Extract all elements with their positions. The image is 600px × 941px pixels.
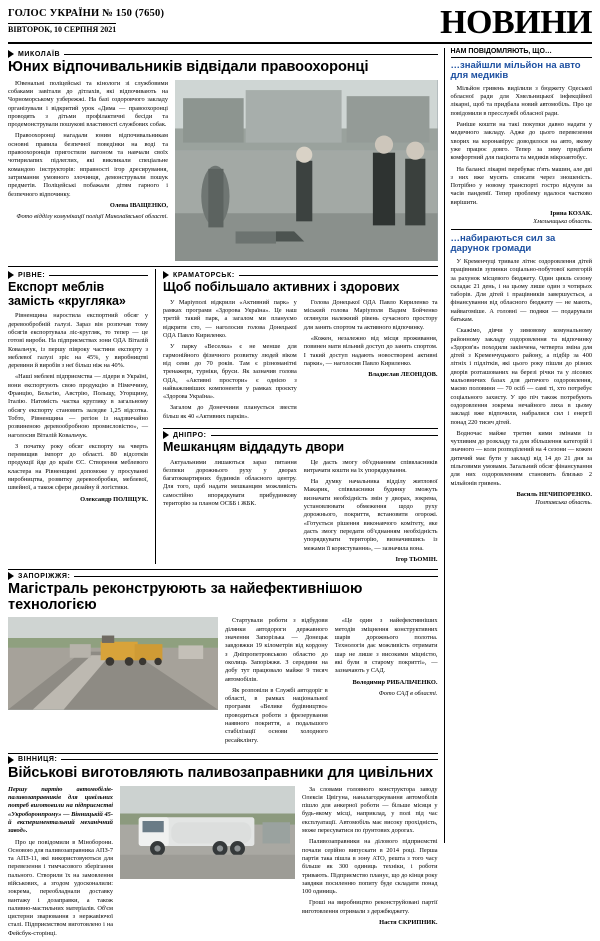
byline-credit: Фото відділу комунікації поліції Миколаївської області.	[16, 213, 168, 221]
headline-vinnytsia: Військові виготовляють паливозаправники для цивільних	[8, 764, 434, 781]
triangle-bullet-icon	[163, 271, 169, 279]
headline-zaporizhzhia: Магістраль реконструюють за найефективнішою технологією	[8, 581, 363, 613]
masthead-left	[8, 6, 164, 37]
lead-paragraph: Першу партію автомобілів-паливозаправників для цивільних потреб виготовили на підприємстві «Укроборонпрому» — Вінницькій 45-й експериментальний механічний завод».	[8, 785, 113, 835]
rubric-kramatorsk	[163, 271, 438, 279]
rubric-label: ВІННИЦЯ:	[18, 756, 58, 764]
byline-credit: Фото САД в області.	[378, 689, 438, 697]
byline-author: Василь НЕЧИПОРЕНКО.	[516, 490, 592, 498]
rubric-rivne	[8, 271, 148, 279]
rule-line	[61, 759, 437, 760]
rubric-mykolaiv	[8, 50, 438, 58]
triangle-bullet-icon	[163, 431, 169, 439]
headline-kramatorsk: Щоб побільшало активних і здорових	[163, 280, 400, 295]
masthead	[8, 6, 592, 44]
rule-line	[239, 275, 438, 276]
paragraph: Рівненщина наростила експортний обсяг у деревообробній галузі. Зараз він розпочав тому обсягів експортувала ліс-кругляк, то тепер — це готові вироби. На підприємствах зони ОДА Віталій Ковальчук, із першу півроку частини експорту з меблевої галузі зріс на 45%, у виробництві деревини й виробів з неї більш ніж на 40%.	[8, 312, 148, 370]
paragraph: Стартували роботи з відбудови ділянки автодороги державного значення Запорізька — Донецьк завдовжки 19 кілометрів від кордону з Дніпропетровською областю до околиць Запоріжжя. З середини на добу тут працювало майже 9 тисяч автомобілів.	[225, 617, 328, 683]
rail-item-title: …знайшли мільйон на авто для медиків	[450, 60, 581, 82]
headline-dnipro: Мешканцям віддадуть двори	[163, 440, 345, 455]
paragraph: Мільйон гривень виділили з бюджету Одеської обласної ради для Хмельницької інфекційної лікарні, щоб та придбала новий автомобіль. Про це повідомили в пресслужбі обласної ради.	[450, 84, 592, 117]
triangle-bullet-icon	[8, 50, 14, 58]
rail-item-title: …набираються сил за дарунок громади	[450, 233, 556, 255]
photo-fuel-truck	[120, 786, 295, 880]
paragraph: Гроші на виробництво реконструйовані партії виготовлення отримали з держбюджету.	[302, 899, 438, 915]
story-vinnytsia	[8, 756, 438, 941]
kramatorsk-col-2	[304, 299, 438, 424]
paragraph: «Наші меблеві підприємства — лідери в Україні, вони експортують свою продукцію в Німеччину, Францію, Бельгію, Австрію, Польщу, Угорщину, Італію. Натомість частка кругляку в загальному обсягу експорту становить заледве 1,25 відсотка. Тобто, Рівненщина — регіон із надзвичайно розвиненою деревообробною промисловістю», — наголосив Віталій Ковальчук.	[8, 373, 148, 439]
paragraph: «Кожен, незалежно від місця проживання, повинен мати вільний доступ до занять спортом. І такий доступ надають новостворені активні парки», — наголосив Павло Кириленко.	[303, 335, 438, 367]
zaporizhzhia-photo-wrap	[8, 617, 218, 747]
rubric-label: МИКОЛАЇВ	[18, 50, 61, 58]
paragraph: Це дасть змогу об'єднанням співвласників витрачати кошти на їх упорядкування.	[303, 458, 438, 474]
triangle-bullet-icon	[8, 756, 14, 764]
paragraph: За словами головного конструктора заводу Олексія Цвігуна, наналагоджування автомобілів пішло для анкерної роботи — більше місяця у будь-якому місці, наприклад, у полі під час експлуатації. Автомобіль має високу прохідність, може пересуватися по ґрунтових дорогах.	[302, 785, 438, 835]
paragraph: З початку року обсяг експорту на чверть перевищив імпорт до області. 80 відсотків продукції йде до країн ЄС. Створення меблевого кластера на Рівненщині допоможе у просуванні виробництва, розвитку деревообробки, меблевої, швейної, а також сфери дизайну й логістики.	[8, 442, 148, 492]
zaporizhzhia-text	[225, 617, 438, 747]
dnipro-col-1	[163, 459, 297, 565]
paragraph: На думку начальника відділу житлової Макарик, співвласники будинку зможуть визначати необхідність змін у дворах, зокрема, установлювати обмеження щодо руху дорожнього, покриття, встановити огорожі. «Готується рішення виконавчого комітету, яке дасть змогу передати об'єднанням необхідність упорядкувати територію, визначившись із межами її користування», — зазначила вона.	[303, 478, 438, 552]
byline-author: Олександр ПОЛІЩУК.	[80, 495, 148, 503]
mykolaiv-columns	[8, 80, 438, 262]
paragraph: У парку «Веселка» є не менше для гармонійного фізичного розвитку людей віком від семи до 70 років. Там є різноманітні тренажери, турніки, бруси. Як зазначив голова ОДА, «Активні простори» є однією з найважливіших компонентів у рамках проєкту «Здорова Україна».	[163, 343, 297, 401]
vinnytsia-columns	[8, 786, 438, 941]
paragraph: Загалом до Донеччини планується звести більш як 40 «Активних парків».	[163, 404, 297, 420]
dnipro-col-2	[304, 459, 438, 565]
zap-col-2	[335, 617, 438, 747]
section-divider	[8, 753, 438, 754]
headline-mykolaiv: Юних відпочивальників відвідали правоохоронці	[8, 59, 369, 75]
rubric-label: КРАМАТОРСЬК:	[173, 271, 235, 279]
story-kramatorsk-dnipro	[163, 269, 438, 564]
paragraph: Як розповіли в Службі автодоріг в області, в рамках національної програми «Велике будівництво» проводиться роботи з фрезерування наявного покриття, а подальшого стабілізації основи холодного ресайклінгу.	[225, 686, 328, 744]
mykolaiv-photo-wrap	[175, 80, 438, 262]
story-rivne	[8, 269, 148, 564]
paragraph: Паливозаправники на ділового підприємстві почали серійно випускати в 2014 році. Перша партія така пішла в зону АТО, решта з того часу більше як 300 одиниць техніки, і роботи тривають. Підприємство планує, що до кінця року завдяки посиленню попиту буде складати понад 100 одиниць.	[302, 838, 438, 896]
byline-author: Настя СКРИПНИК.	[379, 919, 438, 926]
rubric-zaporizhzhia	[8, 572, 438, 580]
paper-date: ВІВТОРОК, 10 СЕРПНЯ 2021	[8, 25, 117, 34]
dnipro-columns	[163, 459, 438, 565]
byline-location: Хмельницька область.	[533, 218, 592, 226]
paragraph: Про це повідомили в Міноборони. Основою для паливозаправника АПЗ-7 та АПЗ-11, які використовуються для перевезення і тимчасового зберігання пального. Створили їх на замовлення військових, а згодом удосконалили: зокрема, переобладнали доставку вантажу і дозаправки, а також паливно-мастильних матеріалів. Об'єм цистерни зварювання з нержавіючої сталі. Підприємством виготовлено і на Фейсбук-сторінці.	[8, 838, 113, 937]
zaporizhzhia-columns	[8, 617, 438, 747]
vin-col-3	[302, 786, 438, 941]
paper-name: ГОЛОС УКРАЇНИ № 150 (7650)	[8, 8, 165, 19]
paragraph: Водночас майже третин кими змінами із чутливим до розкладу та для збільшення категорій і значного — коли розподілений на 4 сезони — кожен дитячий має бути у закладі від 14 до 21 дня за пільговими умовами. Загальний обсяг фінансування для них оздоровленням становить близько 2 мільйонів гривень.	[450, 429, 592, 487]
paragraph: На балансі лікарні перебуває п'ять машин, але дві з них вже мусять списати через зношеність. Потрібно у новому транспорті гостро відчули за часів пандемії. Тепер проблему вдалося частково вирішити.	[450, 165, 592, 206]
mykolaiv-text-col	[8, 80, 168, 262]
paragraph: Скажімо, дівчи у зимовому комунальному районному закладу оздоровлення та відпочинку «Здоров'я» походили закінчена, четверта зміна для дітей з Кременчуцького району, а підбір за 400 літніх і підлітків, які цього року пішли до різних дворів розташованих на березі річки та у лісових мальовничих базах для дитячого оздоровлення, маємо половини — 70 осіб — самі ті, хто потребує соціального захисту. У цю піч також потребують оздоровлення зокрема нечайного лиха в цьому закладі вже відпочили, набралися сил і енергії понад 220 тисяч дітей.	[450, 327, 592, 426]
byline-author: Владислав ЛЕОНІДОВ.	[368, 371, 438, 379]
story-mykolaiv	[8, 50, 438, 261]
rule-line	[74, 576, 437, 577]
rubric-label: РІВНЕ:	[18, 271, 46, 279]
column-divider	[155, 269, 156, 564]
section-divider	[8, 569, 438, 570]
paragraph: Правоохоронці нагадали юним відпочивальникам основні правила безпечної поведінки на воді та правоохоронців пригостили вагоном та навчали своїх чотирилапих підлеглих, які викликали спеціальне командою інструкторів: вправності ігор дресирування, затримання умовного злочинця, демонстрували пошук предметів. Поліцейські побажали дітям гарного і безпечного відпочинку.	[8, 132, 168, 198]
rail-item	[451, 234, 593, 506]
paragraph: Раніше кошти на такі покупки давно надати у медичного закладу. Адже до цього перевезення хворих на коронавірус доводилося на авто, якому уже працює довго. Тепер за зиму придбати комфортний для пацієнта та медиків мікроавтобус.	[450, 121, 592, 162]
paragraph: Ювенальні поліцейські та кінологи зі службовими собаками завітали до дітлахів, які відпочивають на Чорноморському узбережжі. На базі оздоровчого закладу організували і відкритий урок «Дима — правоохоронці проводять з дітьми профілактичні бесіди та продемонстрували пошукові властивості службових собак.	[8, 79, 168, 129]
byline-author: Ірина КОЗАК.	[550, 210, 592, 218]
zaporizhzhia-text-cols	[225, 617, 438, 747]
zap-col-1	[225, 617, 328, 747]
rubric-vinnytsia	[8, 756, 438, 764]
paragraph: У Кременчуці тривале літнє оздоровлення дітей працівників зупинки соціально-побутової категорій за рахунок місцевого бюджету. Один цикль сезону складає 21 день, і на цьому лише один з чотирьох таборів. Для дітей і працівників завершується, а фінансування від обласного бюджету — не мають, найвагоміше. А головні — подяки — подарували батькам.	[450, 257, 592, 323]
main-content	[8, 48, 445, 937]
vinnytsia-photo-wrap	[120, 786, 295, 941]
rule-line	[211, 435, 438, 436]
triangle-bullet-icon	[8, 572, 14, 580]
rail-item	[451, 61, 593, 225]
paragraph: Голова Донецької ОДА Павло Кириленко та міський голова Маріуполя Вадим Бойченко оглянули належний рівень сучасного простору для занять спортом та активного відпочинку.	[303, 298, 438, 331]
rule-line	[64, 54, 437, 55]
paragraph: Актуальними лишаються зараз питання безпеки дорожнього руху у дворах багатоквартирних будинків обласного центру. Для того, щоб надати мешканцям можливість самостійно впорядкувати прибудинкову територію за планом ОСББ і ЖБК.	[163, 458, 297, 508]
byline-location: Полтавська область.	[535, 498, 592, 506]
photo-police-children	[175, 80, 438, 262]
rail-divider	[451, 229, 593, 230]
byline-author: Олена ІВАЩЕНКО,	[109, 201, 168, 209]
paragraph: У Маріуполі відкрили «Активний парк» у рамках програми «Здорова Україна». Це наш третій такий парк, а загалом ми плануємо відкрити сто, — наголосив голова Донецької ОДА Павло Кириленко.	[163, 298, 297, 340]
rail-header: НАМ ПОВІДОМЛЯЮТЬ, ЩО…	[451, 48, 593, 58]
section-divider	[163, 428, 438, 429]
rubric-label: ЗАПОРІЖЖЯ:	[18, 572, 71, 580]
kramatorsk-columns	[163, 299, 438, 424]
vin-col-1	[8, 786, 113, 941]
mid-row	[8, 269, 438, 564]
headline-rivne: Експорт меблів замість «кругляка»	[8, 280, 126, 308]
byline-author: Ігор ТЬОМІН.	[395, 555, 438, 563]
rubric-label: ДНІПРО:	[173, 431, 207, 439]
triangle-bullet-icon	[8, 271, 14, 279]
rule-line	[49, 275, 148, 276]
sidebar-news-briefs	[445, 48, 593, 843]
rubric-dnipro	[163, 431, 438, 439]
paragraph: «Це один з найефективніших методів зміцнення конструктивних шарів дорожнього полотна. Технологія дає можливість отримати шар не лише з високими міцністю, які були в старому покритті», — зазначають у САД.	[334, 617, 438, 675]
section-title: НОВИНИ	[440, 4, 592, 41]
section-divider	[8, 266, 438, 267]
page-body	[8, 48, 592, 937]
story-zaporizhzhia	[8, 572, 438, 748]
byline-author: Володимир РИБАЛЬЧЕНКО.	[352, 678, 438, 686]
kramatorsk-col-1	[163, 299, 297, 424]
photo-road-construction	[8, 617, 218, 710]
